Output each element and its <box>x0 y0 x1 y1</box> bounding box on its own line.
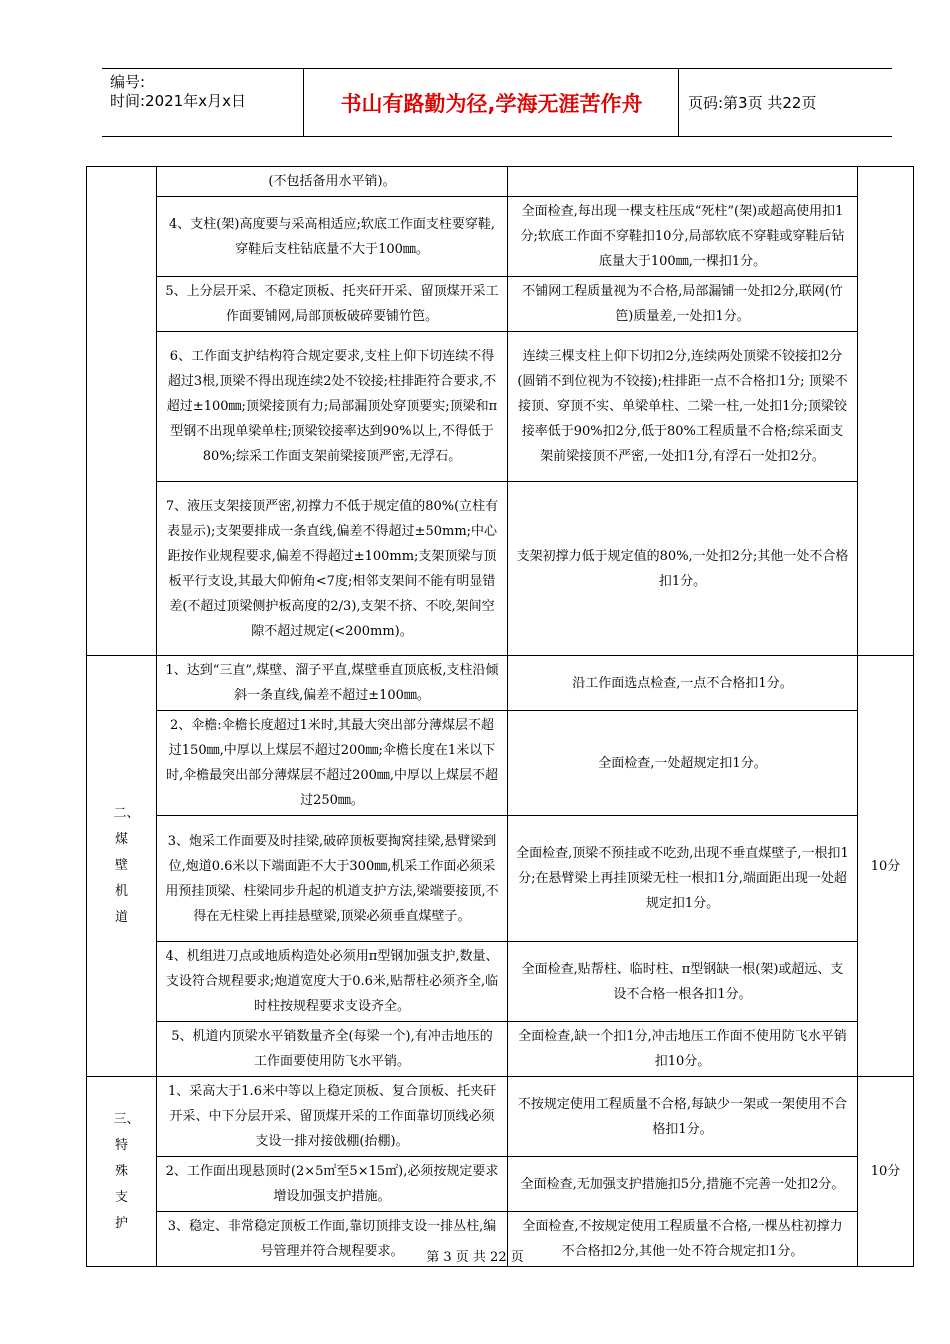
standard-cell: 2、工作面出现悬顶时(2×5㎡至5×15㎡),必须按规定要求增设加强支护措施。 <box>157 1157 508 1212</box>
check-cell: 全面检查,一处超规定扣1分。 <box>508 711 858 816</box>
standard-cell: 5、机道内顶梁水平销数量齐全(每梁一个),有冲击地压的工作面要使用防飞水平销。 <box>157 1022 508 1077</box>
category-cell <box>87 656 157 1077</box>
table-row <box>87 1157 914 1212</box>
category-label: 三、特殊支护 <box>113 1111 140 1231</box>
score-cell: 10分 <box>858 1077 914 1267</box>
score-cell: 10分 <box>858 656 914 1077</box>
table-row <box>87 942 914 1022</box>
check-cell: 全面检查,每出现一棵支柱压成“死柱”(架)或超高使用扣1分;软底工作面不穿鞋扣10分,局部软底不穿鞋或穿鞋后钻底量大于100㎜,一棵扣1分。 <box>508 197 858 277</box>
table-row <box>87 711 914 816</box>
standard-cell: (不包括备用水平销)。 <box>157 167 508 197</box>
standard-cell: 3、稳定、非常稳定顶板工作面,靠切顶排支设一排丛柱,编号管理并符合规程要求。 <box>157 1212 508 1267</box>
category-cell <box>87 1077 157 1267</box>
standard-cell: 5、上分层开采、不稳定顶板、托夹矸开采、留顶煤开采工作面要铺网,局部顶板破碎要铺竹笆。 <box>157 277 508 332</box>
table-row <box>87 482 914 656</box>
standard-cell: 7、液压支架接顶严密,初撑力不低于规定值的80%(立柱有表显示);支架要排成一条直线,偏差不得超过±50mm;中心距按作业规程要求,偏差不得超过±100mm;支架顶梁与顶板平行支设,其最大仰俯角<7度;相邻支架间不能有明显错差(不超过顶梁侧护板高度的2/3),支架不挤、不咬,架间空隙不超过规定(<200mm)。 <box>157 482 508 656</box>
check-cell: 全面检查,顶梁不预挂或不吃劲,出现不垂直煤壁子,一根扣1分;在悬臂梁上再挂顶梁无柱一根扣1分,端面距出现一处超规定扣1分。 <box>508 816 858 942</box>
standard-cell: 1、达到“三直”,煤壁、溜子平直,煤壁垂直顶底板,支柱沿倾斜一条直线,偏差不超过±100㎜。 <box>157 656 508 711</box>
category-cell <box>87 167 157 656</box>
page-number-label: 页码:第3页 共22页 <box>688 94 817 112</box>
table-row <box>87 816 914 942</box>
standard-cell: 2、伞檐:伞檐长度超过1米时,其最大突出部分薄煤层不超过150㎜,中厚以上煤层不超过200㎜;伞檐长度在1米以下时,伞檐最突出部分薄煤层不超过200㎜,中厚以上煤层不超过250㎜。 <box>157 711 508 816</box>
check-cell: 支架初撑力低于规定值的80%,一处扣2分;其他一处不合格扣1分。 <box>508 482 858 656</box>
table-row <box>87 1077 914 1157</box>
check-cell <box>508 167 858 197</box>
table-row <box>87 1022 914 1077</box>
standard-cell: 1、采高大于1.6米中等以上稳定顶板、复合顶板、托夹矸开采、中下分层开采、留顶煤开采的工作面靠切顶线必须支设一排对接戗棚(抬棚)。 <box>157 1077 508 1157</box>
check-cell: 全面检查,无加强支护措施扣5分,措施不完善一处扣2分。 <box>508 1157 858 1212</box>
check-cell: 连续三棵支柱上仰下切扣2分,连续两处顶梁不铰接扣2分(圆销不到位视为不铰接);柱排距一点不合格扣1分; 顶梁不接顶、穿顶不实、单梁单柱、二梁一柱,一处扣1分;顶梁铰接率低于90%扣2分,低于80%工程质量不合格;综采面支架前梁接顶不严密,一处扣1分,有浮石一处扣2分。 <box>508 332 858 482</box>
category-label: 二、煤壁机道 <box>113 806 140 925</box>
table-row <box>87 332 914 482</box>
number-label: 编号: <box>110 73 146 91</box>
standard-cell: 4、支柱(架)高度要与采高相适应;软底工作面支柱要穿鞋,穿鞋后支柱钻底量不大于100㎜。 <box>157 197 508 277</box>
check-cell: 全面检查,缺一个扣1分,冲击地压工作面不使用防飞水平销扣10分。 <box>508 1022 858 1077</box>
header-divider <box>678 69 679 136</box>
header-motto: 书山有路勤为径,学海无涯苦作舟 <box>340 91 643 116</box>
inspection-table <box>86 166 914 1267</box>
table-row <box>87 656 914 711</box>
standard-cell: 6、工作面支护结构符合规定要求,支柱上仰下切连续不得超过3根,顶梁不得出现连续2处不铰接;柱排距符合要求,不超过±100㎜;顶梁接顶有力;局部漏顶处穿顶要实;顶梁和π型钢不出现单梁单柱;顶梁铰接率达到90%以上,不得低于80%;综采工作面支架前梁接顶严密,无浮石。 <box>157 332 508 482</box>
check-cell: 不按规定使用工程质量不合格,每缺少一架或一架使用不合格扣1分。 <box>508 1077 858 1157</box>
standard-cell: 4、机组进刀点或地质构造处必须用π型钢加强支护,数量、支设符合规程要求;炮道宽度大于0.6米,贴帮柱必须齐全,临时柱按规程要求支设齐全。 <box>157 942 508 1022</box>
standard-cell: 3、炮采工作面要及时挂梁,破碎顶板要掏窝挂梁,悬臂梁到位,炮道0.6米以下端面距不大于300㎜,机采工作面必须采用预挂顶梁、柱梁同步升起的机道支护方法,梁端要接顶,不得在无柱梁上再挂悬壁梁,顶梁必须垂直煤壁子。 <box>157 816 508 942</box>
check-cell: 沿工作面选点检查,一点不合格扣1分。 <box>508 656 858 711</box>
page-header <box>102 68 892 137</box>
check-cell: 全面检查,不按规定使用工程质量不合格,一棵丛柱初撑力不合格扣2分,其他一处不符合规定扣1分。 <box>508 1212 858 1267</box>
page-footer: 第 3 页 共 22 页 <box>426 1250 524 1265</box>
score-cell <box>858 167 914 656</box>
table-row <box>87 277 914 332</box>
check-cell: 不铺网工程质量视为不合格,局部漏铺一处扣2分,联网(竹笆)质量差,一处扣1分。 <box>508 277 858 332</box>
time-label: 时间:2021年x月x日 <box>110 92 246 110</box>
check-cell: 全面检查,贴帮柱、临时柱、π型钢缺一根(架)或超远、支设不合格一根各扣1分。 <box>508 942 858 1022</box>
table-row <box>87 197 914 277</box>
header-meta <box>102 69 302 136</box>
table-row <box>87 167 914 197</box>
